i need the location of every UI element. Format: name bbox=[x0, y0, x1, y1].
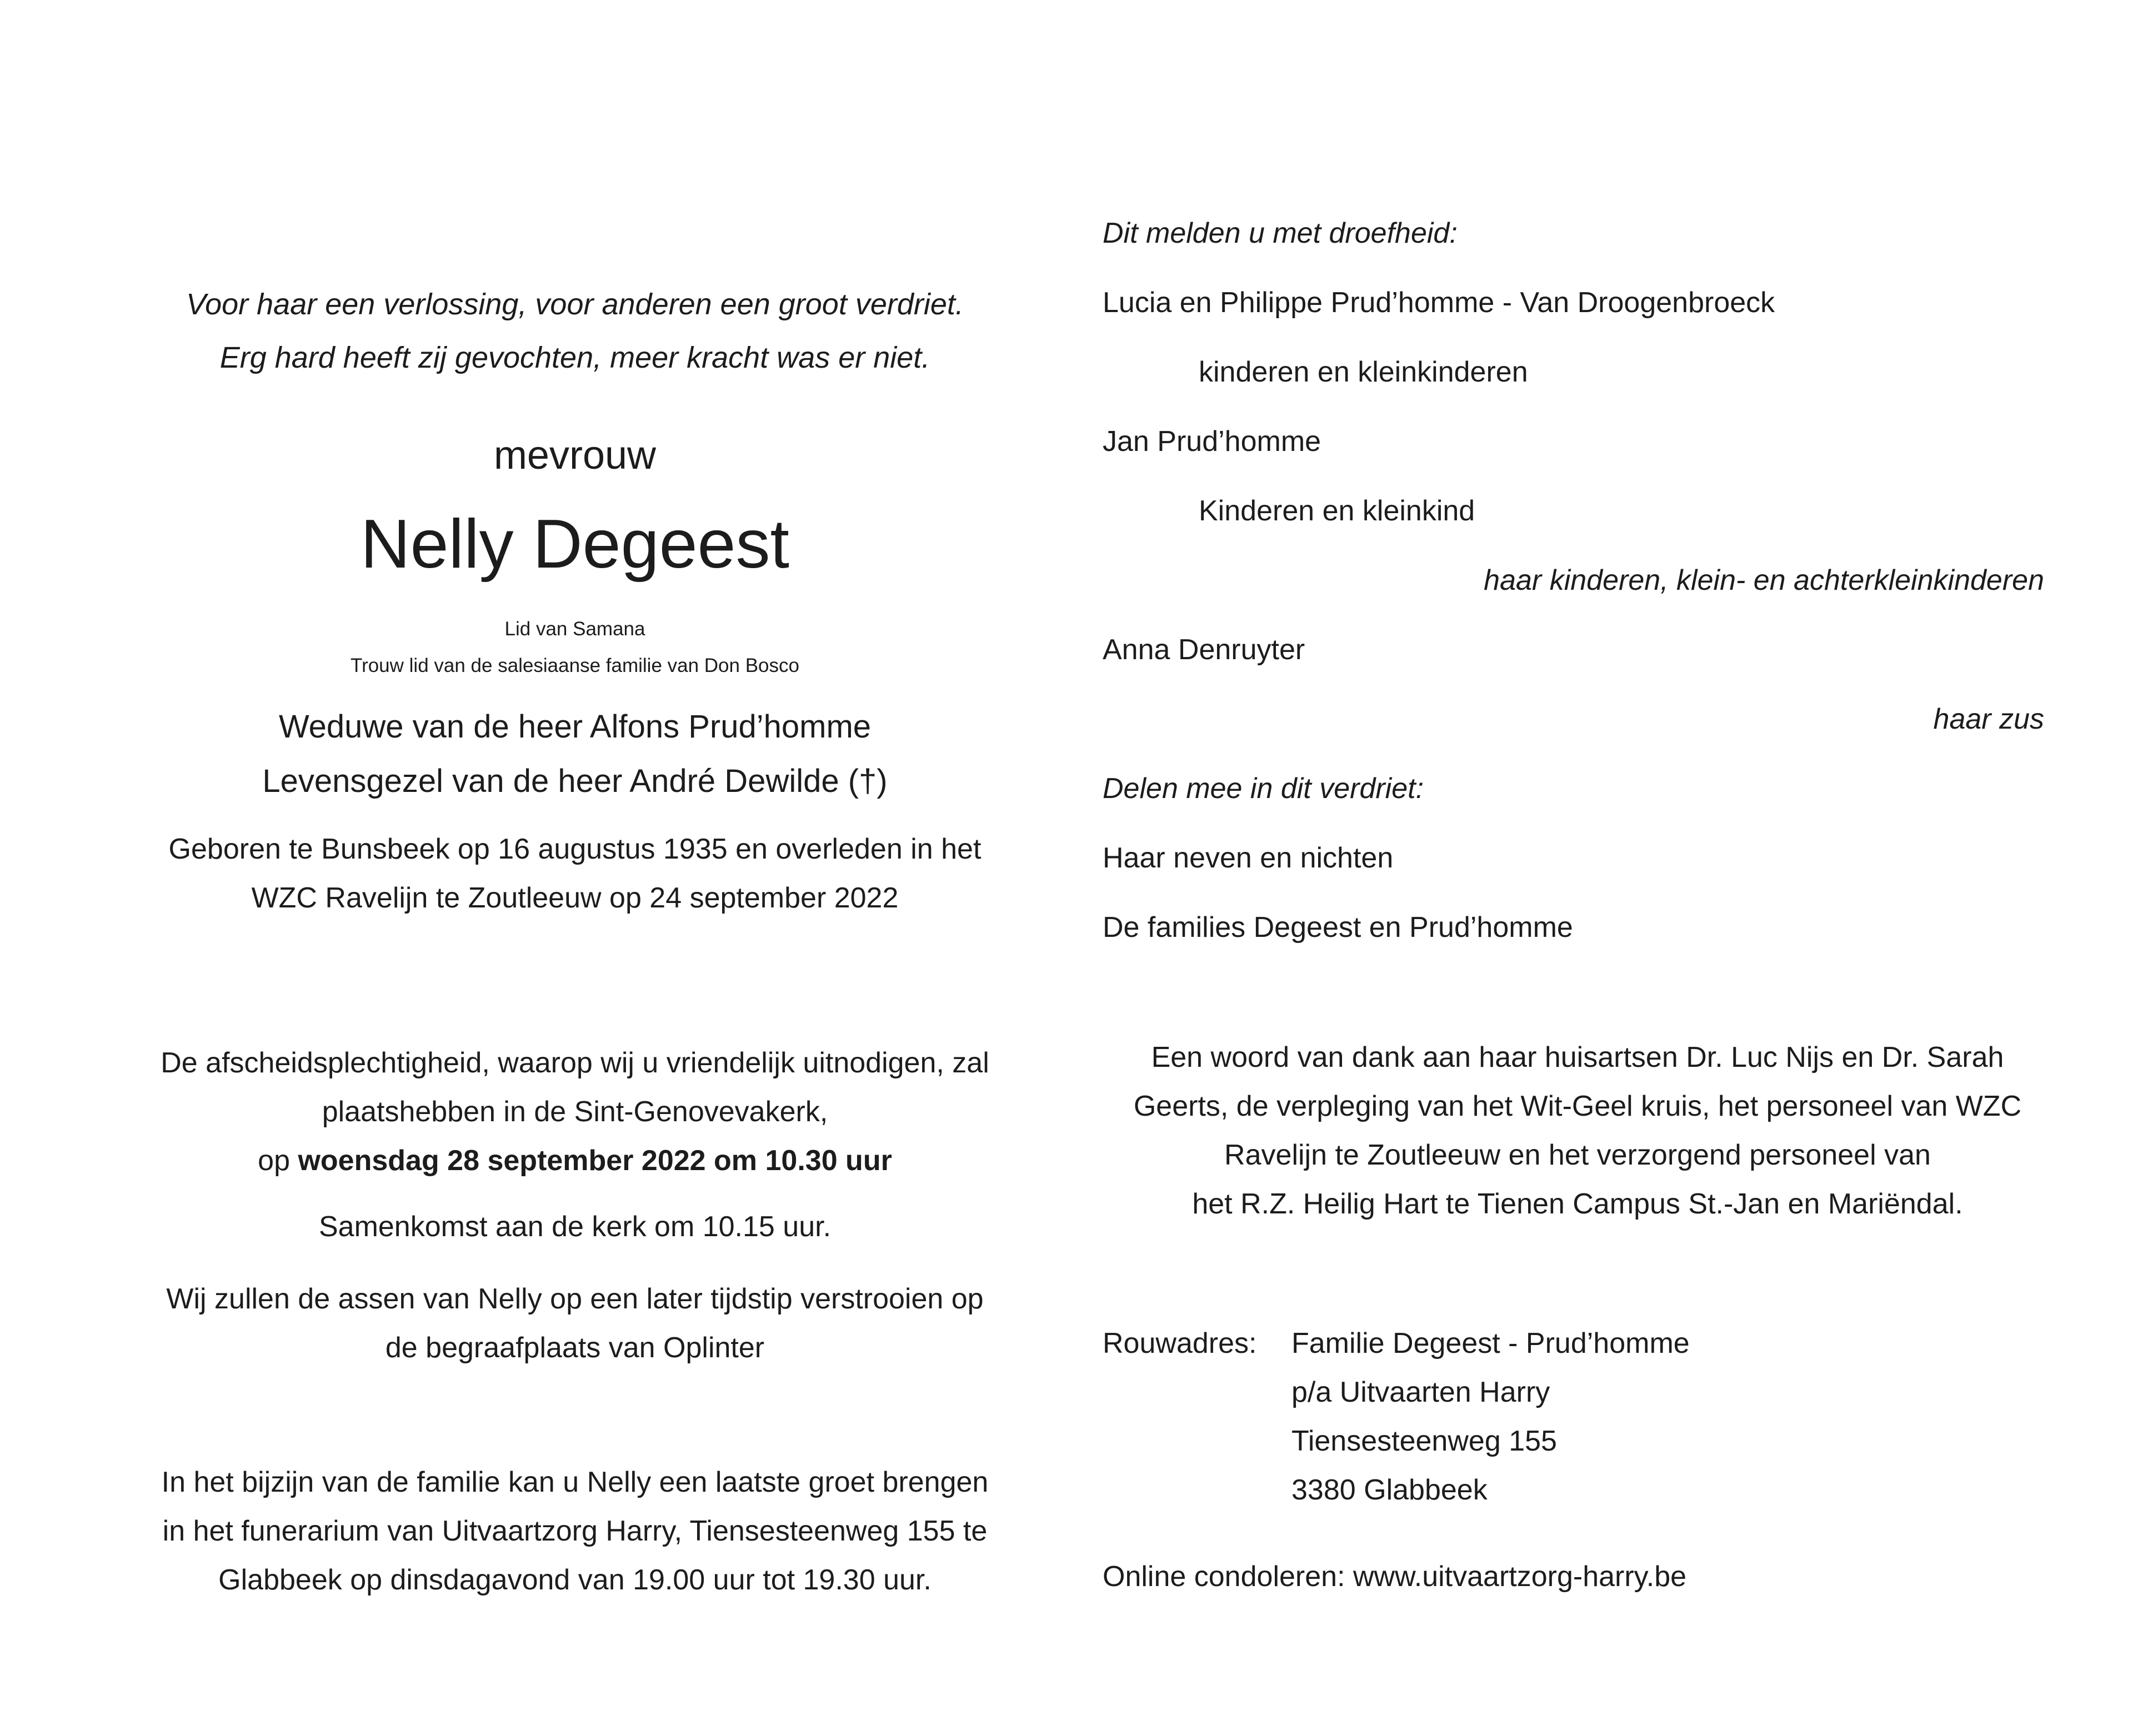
visitation-line: Glabbeek op dinsdagavond van 19.00 uur tot 19.30 uur. bbox=[218, 1564, 932, 1596]
birth-death bbox=[128, 825, 1022, 922]
relations bbox=[128, 700, 1022, 809]
ceremony-date-bold: woensdag 28 september 2022 om 10.30 uur bbox=[298, 1145, 892, 1177]
share-line: De families Degeest en Prud’homme bbox=[1103, 911, 1573, 944]
thanks-line: Een woord van dank aan haar huisartsen Dr. Luc Nijs en Dr. Sarah bbox=[1151, 1041, 2004, 1073]
ashes-line: de begraafplaats van Oplinter bbox=[385, 1332, 765, 1364]
address-label: Rouwadres: bbox=[1103, 1327, 1257, 1359]
sister-note: haar zus bbox=[1933, 703, 2044, 735]
relation-line: Levensgezel van de heer André Dewilde (†) bbox=[262, 763, 888, 799]
address-line: 3380 Glabbeek bbox=[1291, 1474, 1488, 1506]
gathering-info: Samenkomst aan de kerk om 10.15 uur. bbox=[318, 1211, 832, 1243]
ceremony-line: De afscheidsplechtigheid, waarop wij u vriendelijk uitnodigen, zal bbox=[161, 1047, 989, 1079]
announce-intro: Dit melden u met droefheid: bbox=[1103, 217, 1458, 249]
ceremony-prefix: op bbox=[258, 1145, 298, 1177]
family-member: Jan Prud’homme bbox=[1103, 425, 1321, 458]
thanks-line: Geerts, de verpleging van het Wit-Geel kruis, het personeel van WZC bbox=[1133, 1090, 2022, 1122]
ceremony-line: plaatshebben in de Sint-Genovevakerk, bbox=[322, 1096, 828, 1128]
thanks-line: Ravelijn te Zoutleeuw en het verzorgend personeel van bbox=[1224, 1139, 1931, 1171]
relation-line: Weduwe van de heer Alfons Prud’homme bbox=[278, 709, 872, 745]
family-member: Lucia en Philippe Prud’homme - Van Droogenbroeck bbox=[1103, 287, 1775, 319]
children-note: haar kinderen, klein- en achterkleinkinderen bbox=[1484, 564, 2044, 596]
address-line: Familie Degeest - Prud’homme bbox=[1291, 1327, 1690, 1359]
birth-death-line: Geboren te Bunsbeek op 16 augustus 1935 en overleden in het bbox=[168, 833, 982, 865]
online-condolence: Online condoleren: www.uitvaartzorg-harry.be bbox=[1103, 1561, 1687, 1593]
salutation: mevrouw bbox=[493, 433, 657, 478]
visitation-line: In het bijzijn van de familie kan u Nelly een laatste groet brengen bbox=[161, 1466, 989, 1498]
membership-line: Trouw lid van de salesiaanse familie van Don Bosco bbox=[350, 655, 799, 676]
membership-line: Lid van Samana bbox=[504, 618, 645, 640]
quote-line: Voor haar een verlossing, voor anderen een groot verdriet. bbox=[186, 288, 964, 321]
memberships bbox=[128, 611, 1022, 684]
thanks-note bbox=[1100, 1033, 2055, 1228]
ceremony-info bbox=[128, 1038, 1022, 1185]
ashes-info bbox=[128, 1275, 1022, 1372]
mourning-address bbox=[1291, 1319, 1690, 1514]
address-line: Tiensesteenweg 155 bbox=[1291, 1425, 1557, 1457]
visitation-info bbox=[128, 1458, 1022, 1604]
family-sub: kinderen en kleinkinderen bbox=[1199, 356, 1528, 388]
share-intro: Delen mee in dit verdriet: bbox=[1103, 772, 1424, 805]
family-member: Anna Denruyter bbox=[1103, 634, 1305, 666]
family-sub: Kinderen en kleinkind bbox=[1199, 495, 1475, 527]
address-line: p/a Uitvaarten Harry bbox=[1291, 1376, 1550, 1408]
opening-quote bbox=[128, 278, 1022, 384]
quote-line: Erg hard heeft zij gevochten, meer kracht was er niet. bbox=[219, 341, 930, 374]
birth-death-line: WZC Ravelijn te Zoutleeuw op 24 september 2022 bbox=[251, 882, 899, 914]
share-line: Haar neven en nichten bbox=[1103, 842, 1394, 874]
thanks-line: het R.Z. Heilig Hart te Tienen Campus St.-Jan en Mariëndal. bbox=[1192, 1188, 1963, 1220]
ceremony-datetime bbox=[128, 1136, 1022, 1185]
ashes-line: Wij zullen de assen van Nelly op een later tijdstip verstrooien op bbox=[166, 1283, 984, 1315]
deceased-name: Nelly Degeest bbox=[360, 506, 789, 583]
visitation-line: in het funerarium van Uitvaartzorg Harry, Tiensesteenweg 155 te bbox=[162, 1515, 988, 1547]
